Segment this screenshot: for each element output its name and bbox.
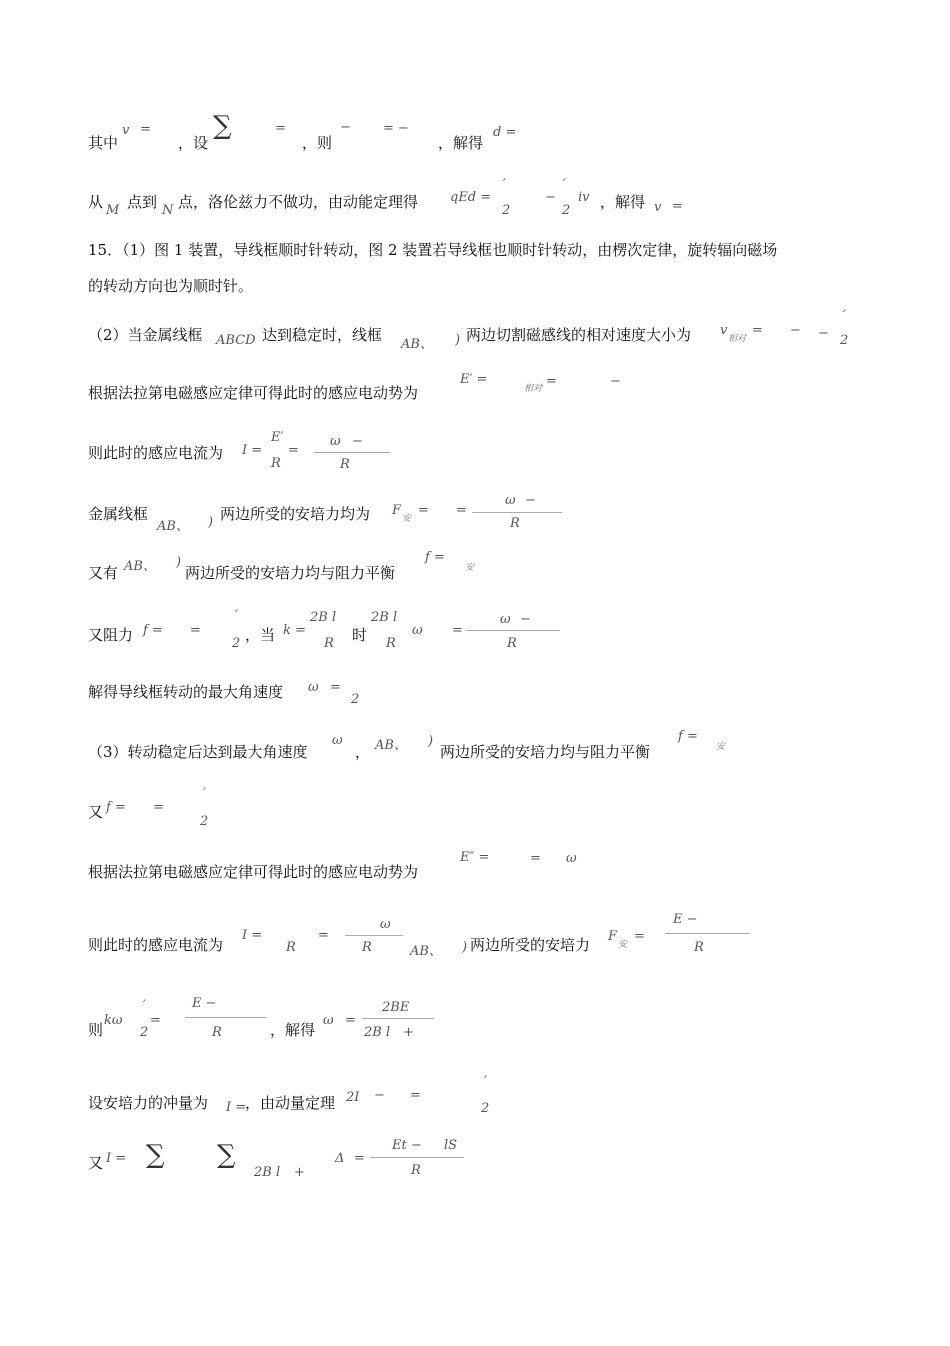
math-plus: + (294, 1165, 305, 1180)
fraction-bar (472, 512, 562, 513)
math-I: I = (242, 443, 263, 458)
math-Edd: E″ = (460, 850, 490, 865)
math-eq: = (150, 1013, 161, 1028)
math-AB: AB、 (401, 337, 433, 352)
text-line (88, 625, 133, 645)
text-line (470, 935, 590, 955)
math-f: f = (678, 729, 698, 744)
text-segment: ，解得 (600, 193, 646, 211)
math-minus: − (340, 120, 351, 135)
text-line (178, 133, 208, 153)
math-eq: = (752, 323, 763, 338)
math-AB: AB、 (157, 519, 189, 534)
text-line (466, 325, 691, 345)
text-segment: ，设 (178, 134, 209, 152)
fraction-bar (370, 1157, 464, 1158)
text-segment: 又 (88, 803, 104, 821)
text-line (88, 682, 283, 702)
math-k-omega: kω (104, 1013, 123, 1028)
math-R: R (324, 636, 334, 651)
text-segment: 点到 (127, 193, 158, 211)
math-an: 安 (465, 563, 475, 573)
math-2Bl: 2B l (310, 610, 337, 625)
math-f: f = (425, 550, 445, 565)
math-eq: = (140, 122, 151, 137)
math-AB: AB、 (410, 944, 442, 959)
math-two: 2 (351, 692, 360, 707)
text-segment: 两边所受的安培力均与阻力平衡 (185, 564, 396, 582)
text-segment: 根据法拉第电磁感应定律可得此时的感应电动势为 (88, 863, 419, 881)
text-line (88, 383, 418, 403)
text-line (220, 504, 370, 524)
math-minus: − (818, 326, 829, 341)
math-R: R (386, 636, 396, 651)
math-I: I = (242, 928, 263, 943)
math-delta: Δ (335, 1151, 345, 1166)
math-omega: ω (566, 851, 577, 866)
math-Eprime: E′ = (460, 372, 488, 387)
text-line (438, 133, 483, 153)
math-R: R (507, 636, 517, 651)
math-2I: 2I (346, 1090, 360, 1105)
text-segment: ，由动量定理 (245, 1094, 336, 1112)
math-eq: = (318, 928, 329, 943)
text-segment: 时 (352, 626, 368, 644)
math-eq: = (345, 1013, 356, 1028)
math-eq: = (190, 623, 201, 638)
math-prime: ′ (484, 1074, 487, 1089)
math-D: ) (176, 555, 182, 570)
math-E: E − (673, 912, 698, 927)
math-minus: − (520, 612, 531, 627)
text-segment: 则此时的感应电流为 (88, 444, 224, 462)
math-prime: ′ (563, 177, 566, 192)
text-segment: 金属线框 (88, 505, 149, 523)
math-eq: = (530, 851, 541, 866)
math-minus: − (545, 190, 556, 205)
text-line (88, 563, 118, 583)
math-Et: Et − (392, 1138, 422, 1153)
text-segment: 两边所受的安培力 (470, 936, 591, 954)
text-segment: 达到稳定时，线框 (262, 326, 383, 344)
math-eq: = (452, 623, 463, 638)
text-segment: （2）当金属线框 (88, 326, 203, 344)
math-eq: = (153, 800, 164, 815)
math-eq: = (418, 503, 429, 518)
text-line (88, 935, 223, 955)
math-minus: − (352, 434, 363, 449)
math-omega: ω (500, 612, 511, 627)
math-two: 2 (232, 636, 241, 651)
math-I: I = (106, 1151, 127, 1166)
math-prime: ′ (843, 308, 846, 323)
text-line (88, 742, 308, 762)
text-segment: （3）转动稳定后达到最大角速度 (88, 743, 308, 761)
text-line (355, 742, 370, 762)
text-line (185, 563, 395, 583)
fraction-bar (185, 1017, 267, 1018)
math-minus: − (525, 493, 536, 508)
math-eq: = (546, 374, 557, 389)
math-R: R (340, 457, 350, 472)
math-d: d = (493, 125, 517, 140)
math-vx: v (654, 200, 662, 215)
math-f: f = (106, 800, 126, 815)
math-eq: = (410, 1088, 421, 1103)
math-D: ) (208, 515, 214, 530)
math-f: f = (143, 623, 163, 638)
math-AB: AB、 (375, 738, 407, 753)
math-rel-sub: 相对 (728, 334, 747, 344)
math-eq: = (456, 503, 467, 518)
math-prime: ′ (203, 786, 206, 801)
math-BE: 2BE (382, 1000, 410, 1015)
math-ABCD: ABCD (216, 333, 256, 348)
math-omega: ω (505, 493, 516, 508)
text-segment: 两边切割磁感线的相对速度大小为 (466, 326, 692, 344)
text-line (88, 133, 118, 153)
math-minus: − (610, 374, 621, 389)
text-segment: ，则 (302, 134, 333, 152)
text-segment: 解得导线框转动的最大角速度 (88, 683, 284, 701)
math-prime: ′ (235, 608, 238, 623)
math-R: R (362, 940, 372, 955)
text-segment: ，解得 (270, 1021, 316, 1039)
math-iv: iv (578, 190, 590, 205)
text-segment: ，解得 (438, 134, 484, 152)
math-2Bl: 2B l (371, 610, 398, 625)
math-vrel: v (720, 323, 728, 338)
fraction-bar (466, 630, 560, 631)
math-omega: ω (332, 733, 343, 748)
fraction-bar (314, 452, 390, 453)
text-segment: 的转动方向也为顺时针。 (88, 277, 254, 295)
math-N: N (162, 203, 174, 218)
math-2Bl: 2B l (254, 1165, 281, 1180)
math-two: 2 (481, 1101, 490, 1116)
math-eq: = (288, 443, 299, 458)
math-D: ) (462, 940, 468, 955)
math-Er: E′ (271, 430, 284, 445)
math-2Bl: 2B l (364, 1025, 391, 1040)
math-two: 2 (502, 203, 511, 218)
math-R: R (694, 940, 704, 955)
text-line (262, 325, 382, 345)
fraction-bar (345, 935, 403, 936)
text-segment: 两边所受的安培力均与阻力平衡 (440, 743, 651, 761)
math-omega: ω (323, 1013, 334, 1028)
text-line (600, 192, 645, 212)
math-omega: ω (308, 680, 319, 695)
text-line (88, 862, 418, 882)
math-F: F (608, 929, 618, 944)
text-segment: 设安培力的冲量为 (88, 1094, 209, 1112)
math-R: R (411, 1163, 421, 1178)
math-eq: = (354, 1151, 365, 1166)
math-R: R (271, 456, 281, 471)
text-line (88, 1020, 103, 1040)
math-two: 2 (200, 814, 209, 829)
math-plus: + (403, 1025, 414, 1040)
math-eq: = (672, 199, 683, 214)
text-line (88, 192, 103, 212)
math-eq: = (634, 929, 645, 944)
text-line (302, 133, 332, 153)
text-segment: ，当 (245, 626, 276, 644)
math-omega: ω (412, 623, 423, 638)
math-minus: − (398, 121, 409, 136)
text-segment: 15．（1）图 1 装置，导线框顺时针转动，图 2 装置若导线框也顺时针转动，由楞次定律，旋转辐向磁场 (88, 241, 778, 259)
sigma-symbol: ∑ (146, 1140, 165, 1170)
math-minus: − (790, 323, 801, 338)
text-line (440, 742, 650, 762)
text-line (88, 802, 103, 822)
text-line (88, 504, 148, 524)
text-segment: 点，洛伦兹力不做功，由动能定理得 (178, 193, 419, 211)
text-segment: 从 (88, 193, 104, 211)
math-vx: v (122, 123, 130, 138)
text-segment: 则 (88, 1021, 104, 1039)
math-prime: ′ (503, 177, 506, 192)
fraction-bar (362, 1018, 434, 1019)
math-an: 安 (618, 940, 628, 950)
math-IS: lS (444, 1138, 458, 1153)
math-two: 2 (840, 333, 849, 348)
math-D: ) (455, 333, 461, 348)
text-line (88, 1093, 208, 1113)
math-I: I = (226, 1100, 247, 1115)
text-line (352, 625, 367, 645)
text-line (88, 1153, 103, 1173)
math-AB: AB、 (124, 559, 156, 574)
text-line (88, 240, 777, 260)
math-omega: ω (330, 434, 341, 449)
sigma-symbol: ∑ (213, 111, 232, 141)
text-segment: 又阻力 (88, 626, 134, 644)
text-segment: 根据法拉第电磁感应定律可得此时的感应电动势为 (88, 384, 419, 402)
math-prime: ′ (143, 998, 146, 1013)
sigma-symbol: ∑ (217, 1140, 236, 1170)
text-line (245, 625, 275, 645)
math-an: 安 (716, 742, 726, 752)
text-segment: 两边所受的安培力均为 (220, 505, 371, 523)
text-segment: 又有 (88, 564, 119, 582)
text-line (178, 192, 418, 212)
math-eq: = (330, 680, 341, 695)
text-segment: 又 (88, 1154, 104, 1172)
text-line (88, 325, 203, 345)
math-an: 安 (402, 514, 412, 524)
math-E: E − (192, 996, 217, 1011)
math-M: M (106, 203, 120, 218)
math-two: 2 (562, 203, 571, 218)
text-segment: 其中 (88, 134, 119, 152)
text-line (245, 1093, 335, 1113)
math-rel-sub: 相对 (524, 384, 543, 394)
math-eq: = (383, 121, 394, 136)
math-qEd: qEd = (450, 190, 492, 205)
text-segment: 则此时的感应电流为 (88, 936, 224, 954)
math-R: R (286, 940, 296, 955)
math-two: 2 (140, 1025, 149, 1040)
text-line (270, 1020, 315, 1040)
text-line (88, 276, 253, 296)
math-R: R (212, 1025, 222, 1040)
text-segment: ， (355, 743, 371, 761)
math-eq: = (275, 121, 286, 136)
text-line (88, 443, 223, 463)
fraction-bar (665, 933, 749, 934)
math-D: ) (428, 734, 434, 749)
math-R: R (510, 516, 520, 531)
text-line (127, 192, 157, 212)
math-k: k = (283, 623, 306, 638)
math-omega: ω (380, 917, 391, 932)
math-minus: − (374, 1088, 385, 1103)
math-F: F (392, 503, 402, 518)
